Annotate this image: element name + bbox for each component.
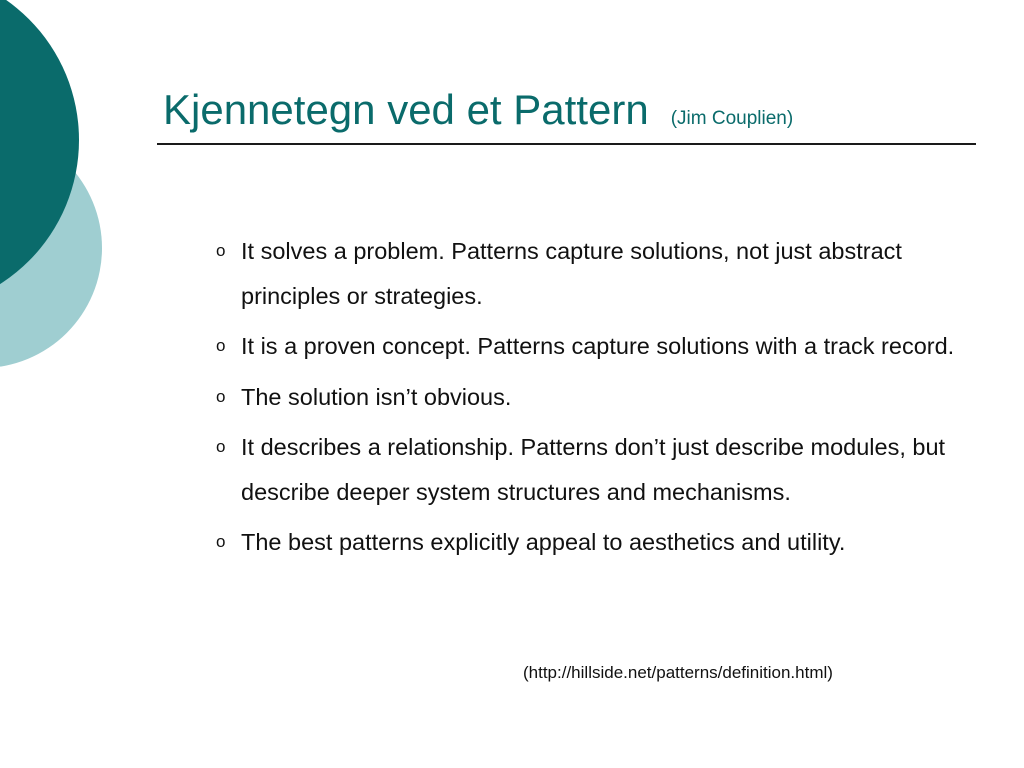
bullet-circle-icon: o <box>216 532 226 551</box>
bullet-circle-icon: o <box>216 336 226 355</box>
bullet-item <box>213 520 1003 565</box>
bullet-text: It is a proven concept. Patterns capture solutions with a track record. <box>241 333 955 359</box>
bullet-list <box>213 229 1003 571</box>
bullet-circle-icon: o <box>216 437 226 456</box>
bullet-item <box>213 229 1003 318</box>
bullet-item <box>213 375 1003 420</box>
bullet-item <box>213 324 1003 369</box>
bullet-text: It solves a problem. Patterns capture solutions, not just abstract principles or strategies. <box>241 238 902 309</box>
title-attribution: (Jim Couplien) <box>670 108 794 129</box>
title-text: Kjennetegn ved et Pattern <box>163 86 649 133</box>
bullet-circle-icon: o <box>216 386 226 406</box>
bullet-item <box>213 425 1003 514</box>
bullet-text: It describes a relationship. Patterns don’t just describe modules, but describe deeper system structures and mechanisms. <box>241 434 946 505</box>
slide-title <box>163 86 793 134</box>
bullet-circle-icon: o <box>216 241 226 260</box>
bullet-text: The best patterns explicitly appeal to aesthetics and utility. <box>241 529 846 555</box>
source-reference: (http://hillside.net/patterns/definition.html) <box>523 663 833 682</box>
title-underline <box>157 143 976 145</box>
bullet-text: The solution isn’t obvious. <box>241 383 512 410</box>
decorative-circles <box>0 0 110 380</box>
